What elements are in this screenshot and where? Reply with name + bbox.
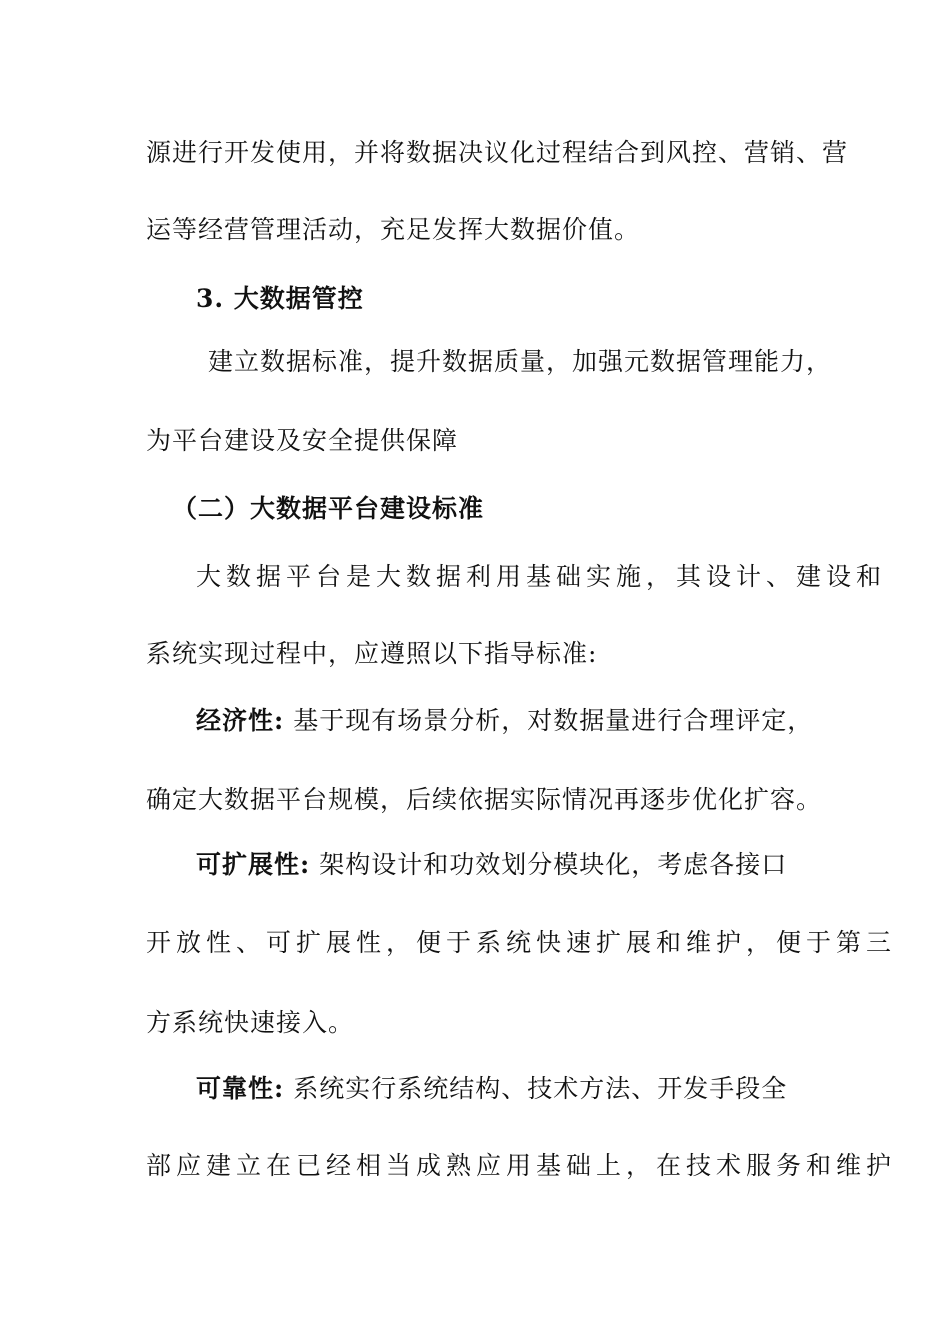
scalability-text: 架构设计和功效划分模块化，考虑各接口 bbox=[319, 850, 788, 879]
economy-text: 基于现有场景分析，对数据量进行合理评定， bbox=[293, 706, 814, 735]
paragraph-line: 确定大数据平台规模，后续依据实际情况再逐步优化扩容。 bbox=[146, 785, 823, 814]
paragraph-line: 开放性、可扩展性，便于系统快速扩展和维护，便于第三 bbox=[146, 928, 897, 957]
paragraph-line: 源进行开发使用，并将数据决议化过程结合到风控、营销、营 bbox=[146, 138, 849, 167]
paragraph-line: 为平台建设及安全提供保障 bbox=[146, 426, 459, 455]
paragraph-line: 方系统快速接入。 bbox=[146, 1008, 355, 1037]
economy-line bbox=[196, 705, 813, 737]
paragraph-line: 系统实现过程中，应遵照以下指导标准: bbox=[146, 639, 598, 668]
term-economy: 经济性: bbox=[196, 706, 285, 735]
term-reliability: 可靠性: bbox=[196, 1074, 285, 1103]
reliability-text: 系统实行系统结构、技术方法、开发手段全 bbox=[293, 1074, 788, 1103]
paragraph-line: 运等经营管理活动，充足发挥大数据价值。 bbox=[146, 215, 641, 244]
subheading-3: 3. 大数据管控 bbox=[196, 284, 364, 313]
scalability-line bbox=[196, 849, 787, 881]
reliability-line bbox=[196, 1073, 787, 1105]
paragraph-line: 建立数据标准，提升数据质量，加强元数据管理能力， bbox=[208, 347, 833, 376]
paragraph-line: 部应建立在已经相当成熟应用基础上，在技术服务和维护 bbox=[146, 1151, 897, 1180]
section-heading: （二）大数据平台建设标准 bbox=[172, 494, 485, 523]
term-scalability: 可扩展性: bbox=[196, 850, 311, 879]
paragraph-line: 大数据平台是大数据利用基础实施，其设计、建设和 bbox=[196, 562, 887, 591]
